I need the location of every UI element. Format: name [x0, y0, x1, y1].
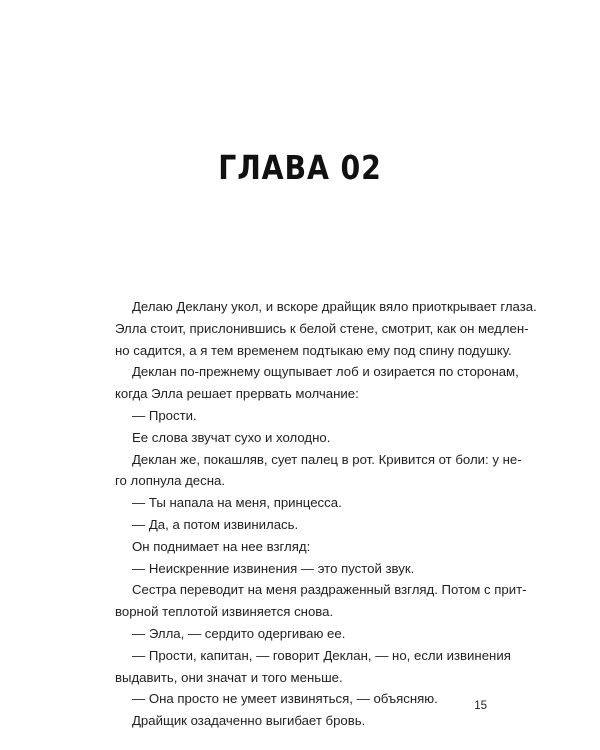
text-line: Деклан же, покашляв, сует палец в рот. Кривится от боли: у не-	[132, 451, 522, 467]
text-line: — Она просто не умеет извиняться, — объясняю.	[132, 691, 438, 707]
text-line: Делаю Деклану укол, и вскоре драйщик вяло приоткрывает глаза.	[132, 299, 537, 314]
text-line: Деклан по-прежнему ощупывает лоб и озирается по сторонам,	[132, 364, 519, 380]
text-line: Он поднимает на нее взгляд:	[132, 538, 311, 554]
text-line: но садится, а я тем временем подтыкаю ему под спину подушку.	[115, 342, 512, 358]
text-line: Элла стоит, прислонившись к белой стене, смотрит, как он медлен-	[115, 320, 529, 336]
text-line: — Элла, — сердито одергиваю ее.	[132, 625, 346, 641]
text-line: Драйщик озадаченно выгибает бровь.	[132, 713, 366, 729]
text-line: Ее слова звучат сухо и холодно.	[132, 429, 331, 445]
text-line: — Прости.	[132, 407, 197, 423]
chapter-title: ГЛАВА 02	[218, 148, 382, 187]
text-line: когда Элла решает прервать молчание:	[115, 386, 359, 402]
page-number: 15	[474, 700, 487, 712]
text-line: — Прости, капитан, — говорит Деклан, — но, если извинения	[132, 647, 511, 663]
text-line: выдавить, они значат и того меньше.	[115, 669, 343, 685]
chapter-body-text	[115, 296, 537, 732]
text-line: — Ты напала на меня, принцесса.	[132, 495, 342, 511]
text-line: ворной теплотой извиняется снова.	[115, 604, 334, 620]
text-line: Сестра переводит на меня раздраженный взгляд. Потом с прит-	[132, 582, 527, 598]
text-line: — Да, а потом извинилась.	[132, 516, 299, 532]
text-line: — Неискренние извинения — это пустой звук.	[132, 560, 415, 576]
text-line: го лопнула десна.	[115, 473, 226, 489]
